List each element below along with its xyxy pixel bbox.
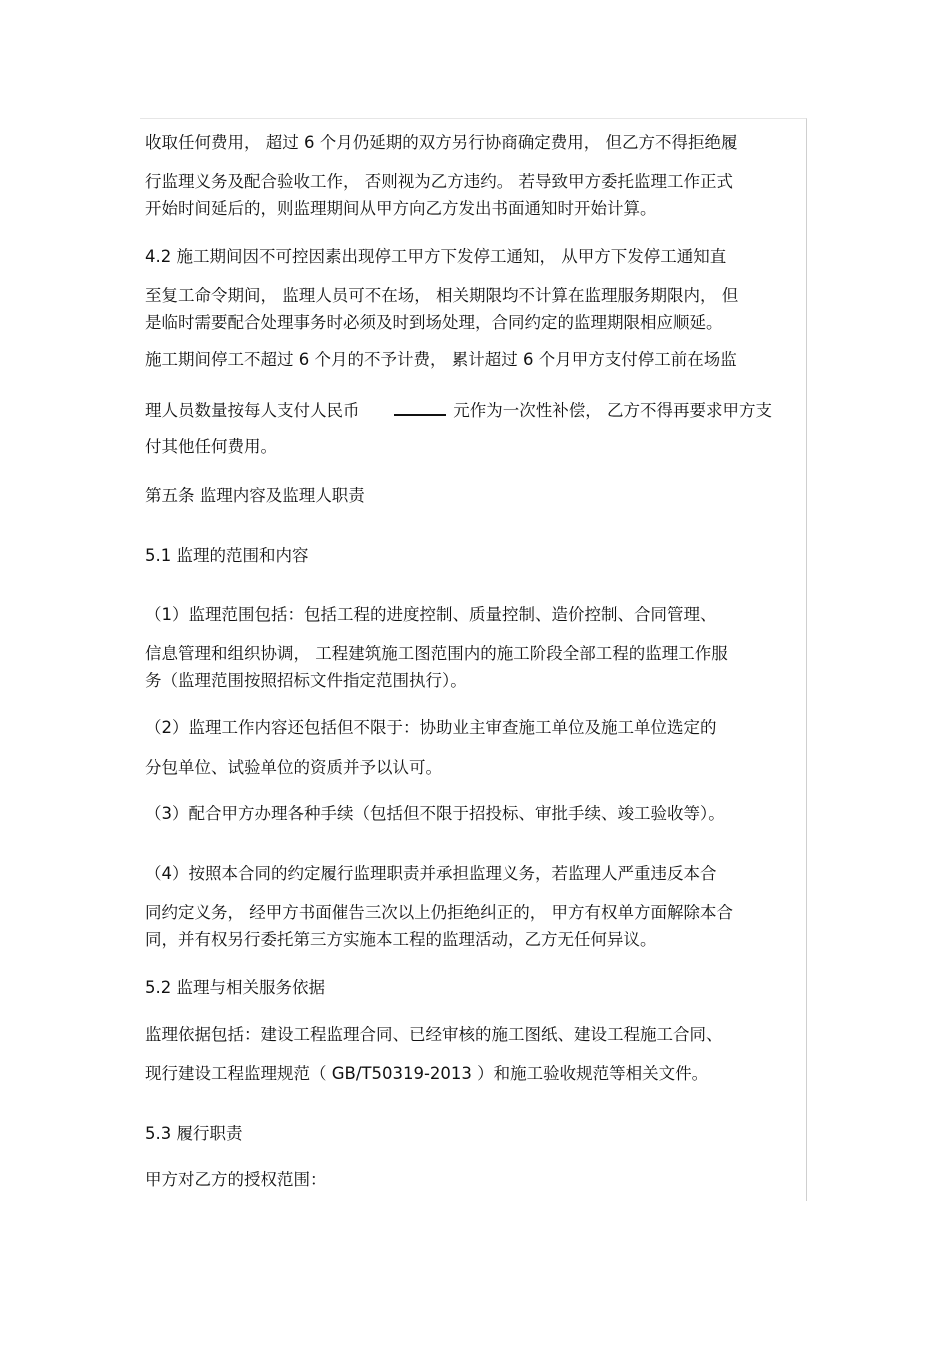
text-line: 监理依据包括：建设工程监理合同、已经审核的施工图纸、建设工程施工合同、 <box>145 1025 723 1044</box>
text-line: 同，并有权另行委托第三方实施本工程的监理活动，乙方无任何异议。 <box>145 930 657 949</box>
text-line: （3）配合甲方办理各种手续（包括但不限于招投标、审批手续、竣工验收等）。 <box>145 804 725 823</box>
text-line: 现行建设工程监理规范（ GB/T50319-2013 ）和施工验收规范等相关文件。 <box>145 1064 709 1083</box>
text-line: 同约定义务， 经甲方书面催告三次以上仍拒绝纠正的， 甲方有权单方面解除本合 <box>145 903 733 922</box>
text-line: 是临时需要配合处理事务时必须及时到场处理，合同约定的监理期限相应顺延。 <box>145 313 723 332</box>
text-line: 4.2 施工期间因不可控因素出现停工甲方下发停工通知， 从甲方下发停工通知直 <box>145 247 727 266</box>
subsection-heading: 5.3 履行职责 <box>145 1124 243 1143</box>
section-heading: 第五条 监理内容及监理人职责 <box>145 486 365 505</box>
text-line-with-blank <box>145 400 772 421</box>
amount-blank <box>394 400 446 416</box>
subsection-heading: 5.2 监理与相关服务依据 <box>145 978 325 997</box>
text-line: 务（监理范围按照招标文件指定范围执行）。 <box>145 671 467 690</box>
subsection-heading: 5.1 监理的范围和内容 <box>145 546 309 565</box>
text-line: 分包单位、试验单位的资质并予以认可。 <box>145 758 442 777</box>
text-line: （1）监理范围包括：包括工程的进度控制、质量控制、造价控制、合同管理、 <box>145 605 717 624</box>
text-line: 收取任何费用， 超过 6 个月仍延期的双方另行协商确定费用， 但乙方不得拒绝履 <box>145 133 738 152</box>
text-line: 信息管理和组织协调， 工程建筑施工图范围内的施工阶段全部工程的监理工作服 <box>145 644 728 663</box>
text-line: 甲方对乙方的授权范围： <box>145 1170 327 1189</box>
text-line: （2）监理工作内容还包括但不限于：协助业主审查施工单位及施工单位选定的 <box>145 718 717 737</box>
text-line: 付其他任何费用。 <box>145 437 277 456</box>
text-line: 开始时间延后的，则监理期间从甲方向乙方发出书面通知时开始计算。 <box>145 199 657 218</box>
text-segment: 理人员数量按每人支付人民币 <box>145 401 360 420</box>
text-line: 行监理义务及配合验收工作， 否则视为乙方违约。 若导致甲方委托监理工作正式 <box>145 172 733 191</box>
text-line: 施工期间停工不超过 6 个月的不予计费， 累计超过 6 个月甲方支付停工前在场监 <box>145 350 737 369</box>
text-segment: 元作为一次性补偿， 乙方不得再要求甲方支 <box>453 401 772 420</box>
text-line: （4）按照本合同的约定履行监理职责并承担监理义务，若监理人严重违反本合 <box>145 864 717 883</box>
text-line: 至复工命令期间， 监理人员可不在场， 相关期限均不计算在监理服务期限内， 但 <box>145 286 739 305</box>
